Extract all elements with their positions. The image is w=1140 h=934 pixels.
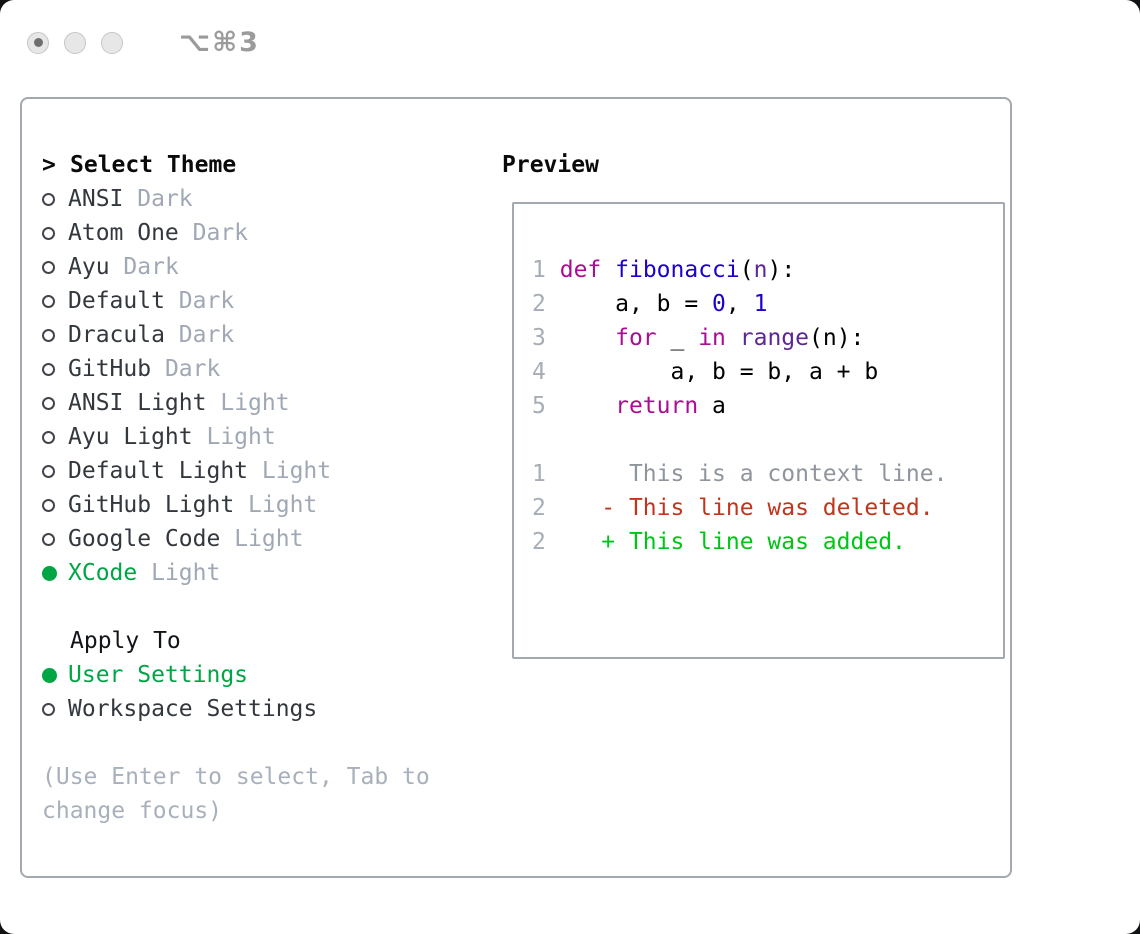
theme-item-label — [68, 254, 179, 280]
radio-icon — [42, 533, 55, 546]
code-line — [532, 355, 1003, 389]
spacer — [42, 726, 474, 760]
diff-text: + This line was added. — [545, 529, 906, 555]
theme-item-xcode[interactable] — [42, 556, 474, 590]
theme-item-google-code[interactable] — [42, 522, 474, 556]
theme-name: Default — [68, 288, 165, 314]
code-line — [532, 287, 1003, 321]
theme-item-label — [68, 492, 317, 518]
window-shortcut-label: ⌥⌘3 — [179, 27, 260, 58]
radio-icon — [42, 703, 55, 716]
close-button[interactable] — [27, 32, 49, 54]
radio-icon — [42, 329, 55, 342]
theme-item-github[interactable] — [42, 352, 474, 386]
code-segment: n — [753, 257, 768, 283]
apply-item-workspace-settings[interactable] — [42, 692, 474, 726]
preview-box — [512, 202, 1005, 659]
line-number: 5 — [532, 393, 546, 419]
code-segment: in — [698, 325, 726, 351]
code-segment — [560, 393, 615, 419]
theme-variant: Light — [248, 492, 318, 518]
line-number: 1 — [532, 257, 546, 283]
code-segment: _ — [656, 325, 699, 351]
theme-item-label — [68, 322, 234, 348]
code-segment — [601, 257, 615, 283]
apply-to-header: Apply To — [70, 628, 181, 654]
code-segment — [726, 325, 740, 351]
theme-item-label — [68, 220, 248, 246]
radio-icon — [42, 397, 55, 410]
code-line — [532, 389, 1003, 423]
blank-line — [532, 423, 1003, 457]
theme-name: GitHub Light — [68, 492, 235, 518]
code-segment: fibonacci — [615, 257, 740, 283]
zoom-button[interactable] — [101, 32, 123, 54]
code-segment — [560, 325, 615, 351]
diff-line-context — [532, 457, 1003, 491]
theme-name: Dracula — [68, 322, 165, 348]
line-number: 3 — [532, 325, 546, 351]
code-segment: ( — [739, 257, 754, 283]
theme-item-label — [68, 458, 331, 484]
theme-variant: Light — [151, 560, 221, 586]
titlebar — [27, 27, 260, 58]
keyboard-hint: (Use Enter to select, Tab to change focus) — [42, 764, 430, 824]
theme-variant: Light — [220, 390, 290, 416]
theme-item-label — [68, 560, 220, 586]
line-number: 2 — [532, 495, 546, 521]
selected-radio-icon — [42, 566, 57, 581]
theme-item-atom-one[interactable] — [42, 216, 474, 250]
theme-item-label — [68, 424, 276, 450]
theme-variant: Dark — [137, 186, 193, 212]
theme-item-ayu-light[interactable] — [42, 420, 474, 454]
theme-item-default-light[interactable] — [42, 454, 474, 488]
apply-to-list — [42, 658, 474, 726]
theme-name: GitHub — [68, 356, 152, 382]
radio-icon — [42, 363, 55, 376]
code-segment: , — [725, 291, 754, 317]
radio-icon — [42, 465, 55, 478]
code-segment: return — [615, 393, 699, 419]
theme-list — [42, 182, 474, 590]
theme-variant: Light — [234, 526, 304, 552]
theme-item-label — [68, 288, 234, 314]
code-segment: a, b = — [559, 291, 713, 317]
theme-name: ANSI Light — [68, 390, 207, 416]
close-button-dot — [34, 38, 43, 47]
line-number: 1 — [532, 461, 546, 487]
select-theme-header-row — [42, 148, 474, 182]
code-line — [532, 253, 1003, 287]
theme-item-ansi-light[interactable] — [42, 386, 474, 420]
theme-item-label — [68, 526, 303, 552]
code-segment: (n): — [809, 325, 865, 351]
theme-item-default[interactable] — [42, 284, 474, 318]
code-segment: 0 — [712, 291, 726, 317]
theme-item-label — [68, 390, 290, 416]
prompt-icon: > — [42, 152, 56, 178]
code-segment: for — [615, 325, 657, 351]
code-segment: ): — [767, 257, 796, 283]
code-segment: 1 — [753, 291, 768, 317]
theme-variant: Light — [206, 424, 276, 450]
theme-name: Ayu Light — [68, 424, 193, 450]
apply-to-header-row — [42, 624, 474, 658]
spacer — [42, 590, 474, 624]
preview-lines — [532, 253, 1003, 559]
theme-variant: Dark — [192, 220, 249, 246]
select-theme-header: Select Theme — [70, 152, 237, 178]
theme-name: Default Light — [68, 458, 249, 484]
radio-icon — [42, 227, 55, 240]
diff-text: - This line was deleted. — [545, 495, 934, 521]
code-segment: a, b = b, a + b — [559, 359, 879, 385]
radio-icon — [42, 295, 55, 308]
code-segment: range — [739, 325, 810, 351]
apply-item-user-settings[interactable] — [42, 658, 474, 692]
theme-item-github-light[interactable] — [42, 488, 474, 522]
line-number: 4 — [532, 359, 546, 385]
theme-variant: Light — [261, 458, 332, 484]
radio-icon — [42, 431, 55, 444]
theme-item-ansi[interactable] — [42, 182, 474, 216]
theme-item-label — [68, 356, 220, 382]
theme-variant: Dark — [164, 356, 221, 382]
line-number: 2 — [532, 291, 546, 317]
theme-variant: Dark — [123, 254, 179, 280]
theme-list-column — [42, 148, 474, 828]
preview-header: Preview — [502, 152, 599, 178]
theme-variant: Dark — [178, 288, 235, 314]
radio-icon — [42, 499, 55, 512]
code-line — [532, 321, 1003, 355]
minimize-button[interactable] — [64, 32, 86, 54]
theme-variant: Dark — [178, 322, 235, 348]
apply-item-label: User Settings — [68, 662, 249, 688]
selected-radio-icon — [42, 668, 57, 683]
diff-line-deleted — [532, 491, 1003, 525]
radio-icon — [42, 193, 55, 206]
theme-item-ayu[interactable] — [42, 250, 474, 284]
theme-item-dracula[interactable] — [42, 318, 474, 352]
radio-icon — [42, 261, 55, 274]
diff-line-added — [532, 525, 1003, 559]
line-number: 2 — [532, 529, 546, 555]
theme-selector-panel — [20, 97, 1012, 878]
code-segment: def — [559, 257, 602, 283]
theme-name: Atom One — [68, 220, 179, 246]
apply-item-label: Workspace Settings — [68, 696, 318, 722]
theme-name: Ayu — [68, 254, 110, 280]
diff-text: This is a context line. — [545, 461, 948, 487]
theme-name: ANSI — [68, 186, 124, 212]
code-segment: a — [698, 393, 726, 419]
theme-item-label — [68, 186, 193, 212]
theme-name: XCode — [68, 560, 138, 586]
theme-name: Google Code — [68, 526, 221, 552]
